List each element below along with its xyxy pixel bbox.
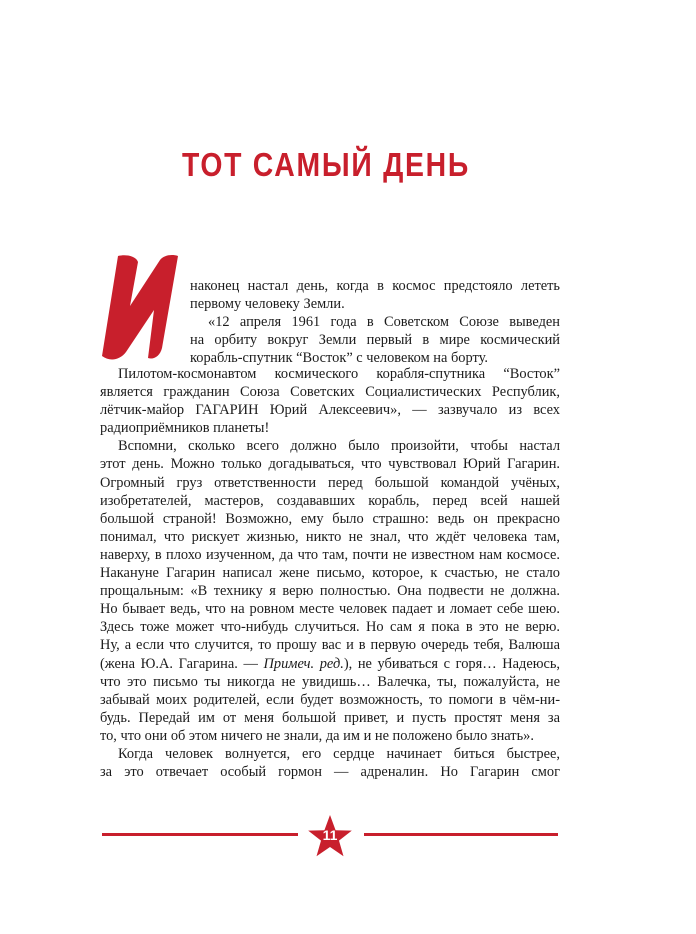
- text-line: Пилотом-космонавтом космического корабля-спутника “Восток”: [118, 366, 560, 382]
- text-line: первому человеку Земли.: [190, 296, 345, 313]
- text-line: изобретателей, мастеров, создававших корабль, перед всей нашей: [100, 492, 560, 509]
- text-line: забывай моих родителей, если будет возможность, то помоги в чём-ни-: [100, 691, 560, 708]
- text-line: корабль-спутник “Восток” с человеком на борту.: [190, 350, 488, 367]
- text-line: Ну, а если что случится, то прошу вас и в первую очередь тебя, Валюша: [100, 637, 560, 654]
- page-number-badge: [307, 814, 353, 858]
- footer-rule-right: [364, 833, 558, 836]
- text-line: за это отвечает особый гормон — адреналин. Но Гагарин смог: [100, 764, 560, 781]
- drop-cap-letter: [100, 252, 180, 362]
- text-line: Накануне Гагарин написал жене письмо, которое, к счастью, не стало: [100, 565, 560, 582]
- text-line: на орбиту вокруг Земли первый в мире космический: [190, 332, 560, 349]
- text-line: Здесь тоже может что-нибудь случиться. Но сам я пока в это не верю.: [100, 619, 560, 636]
- body-text: [100, 365, 560, 781]
- page-number: 11: [322, 827, 338, 843]
- text-line: что это письмо ты никогда не увидишь… Валечка, ты, пожалуйста, не: [100, 673, 560, 690]
- text-line: «12 апреля 1961 года в Советском Союзе выведен: [208, 314, 560, 331]
- text-line: Огромный груз ответственности перед большой командой учёных,: [100, 474, 560, 491]
- text-line: большой страной! Возможно, ему было страшно: ведь он прекрасно: [100, 510, 560, 527]
- text-line: является гражданин Союза Советских Социалистических Республик,: [100, 384, 560, 401]
- text-line: Но бывает ведь, что на ровном месте человек падает и ломает себе шею.: [100, 601, 560, 618]
- footer-rule-left: [102, 833, 298, 836]
- text-line: (жена Ю.А. Гагарина. — Примеч. ред.), не убиваться с горя… Надеюсь,: [100, 655, 561, 672]
- editor-note: Примеч. ред.: [263, 655, 344, 672]
- text-line: Вспомни, сколько всего должно было произойти, чтобы настал: [118, 438, 560, 455]
- text-line: радиоприёмников планеты!: [100, 420, 270, 437]
- opening-paragraph: [190, 277, 560, 367]
- text-line: наверху, в плохо изученном, да что там, почти не известном нам космосе.: [100, 546, 560, 563]
- text-line: будь. Передай им от меня большой привет, и пусть простят меня за: [100, 709, 560, 726]
- text-line: наконец настал день, когда в космос предстояло лететь: [190, 278, 560, 294]
- text-line: прощальным: «В технику я верю полностью. Она подвести не должна.: [100, 583, 560, 600]
- text-line: лётчик-майор ГАГАРИН Юрий Алексеевич», — зазвучало из всех: [100, 402, 560, 419]
- chapter-title: ТОТ САМЫЙ ДЕНЬ: [181, 146, 471, 183]
- text-line: то, что они об этом ничего не знали, да им и не положено было знать».: [100, 727, 534, 744]
- text-line: Когда человек волнуется, его сердце начинает биться быстрее,: [118, 745, 560, 762]
- text-line: этот день. Можно только догадываться, что чувствовал Юрий Гагарин.: [100, 456, 560, 473]
- text-line: понимал, что рискует жизнью, никто не знал, что ждёт человека там,: [100, 528, 560, 545]
